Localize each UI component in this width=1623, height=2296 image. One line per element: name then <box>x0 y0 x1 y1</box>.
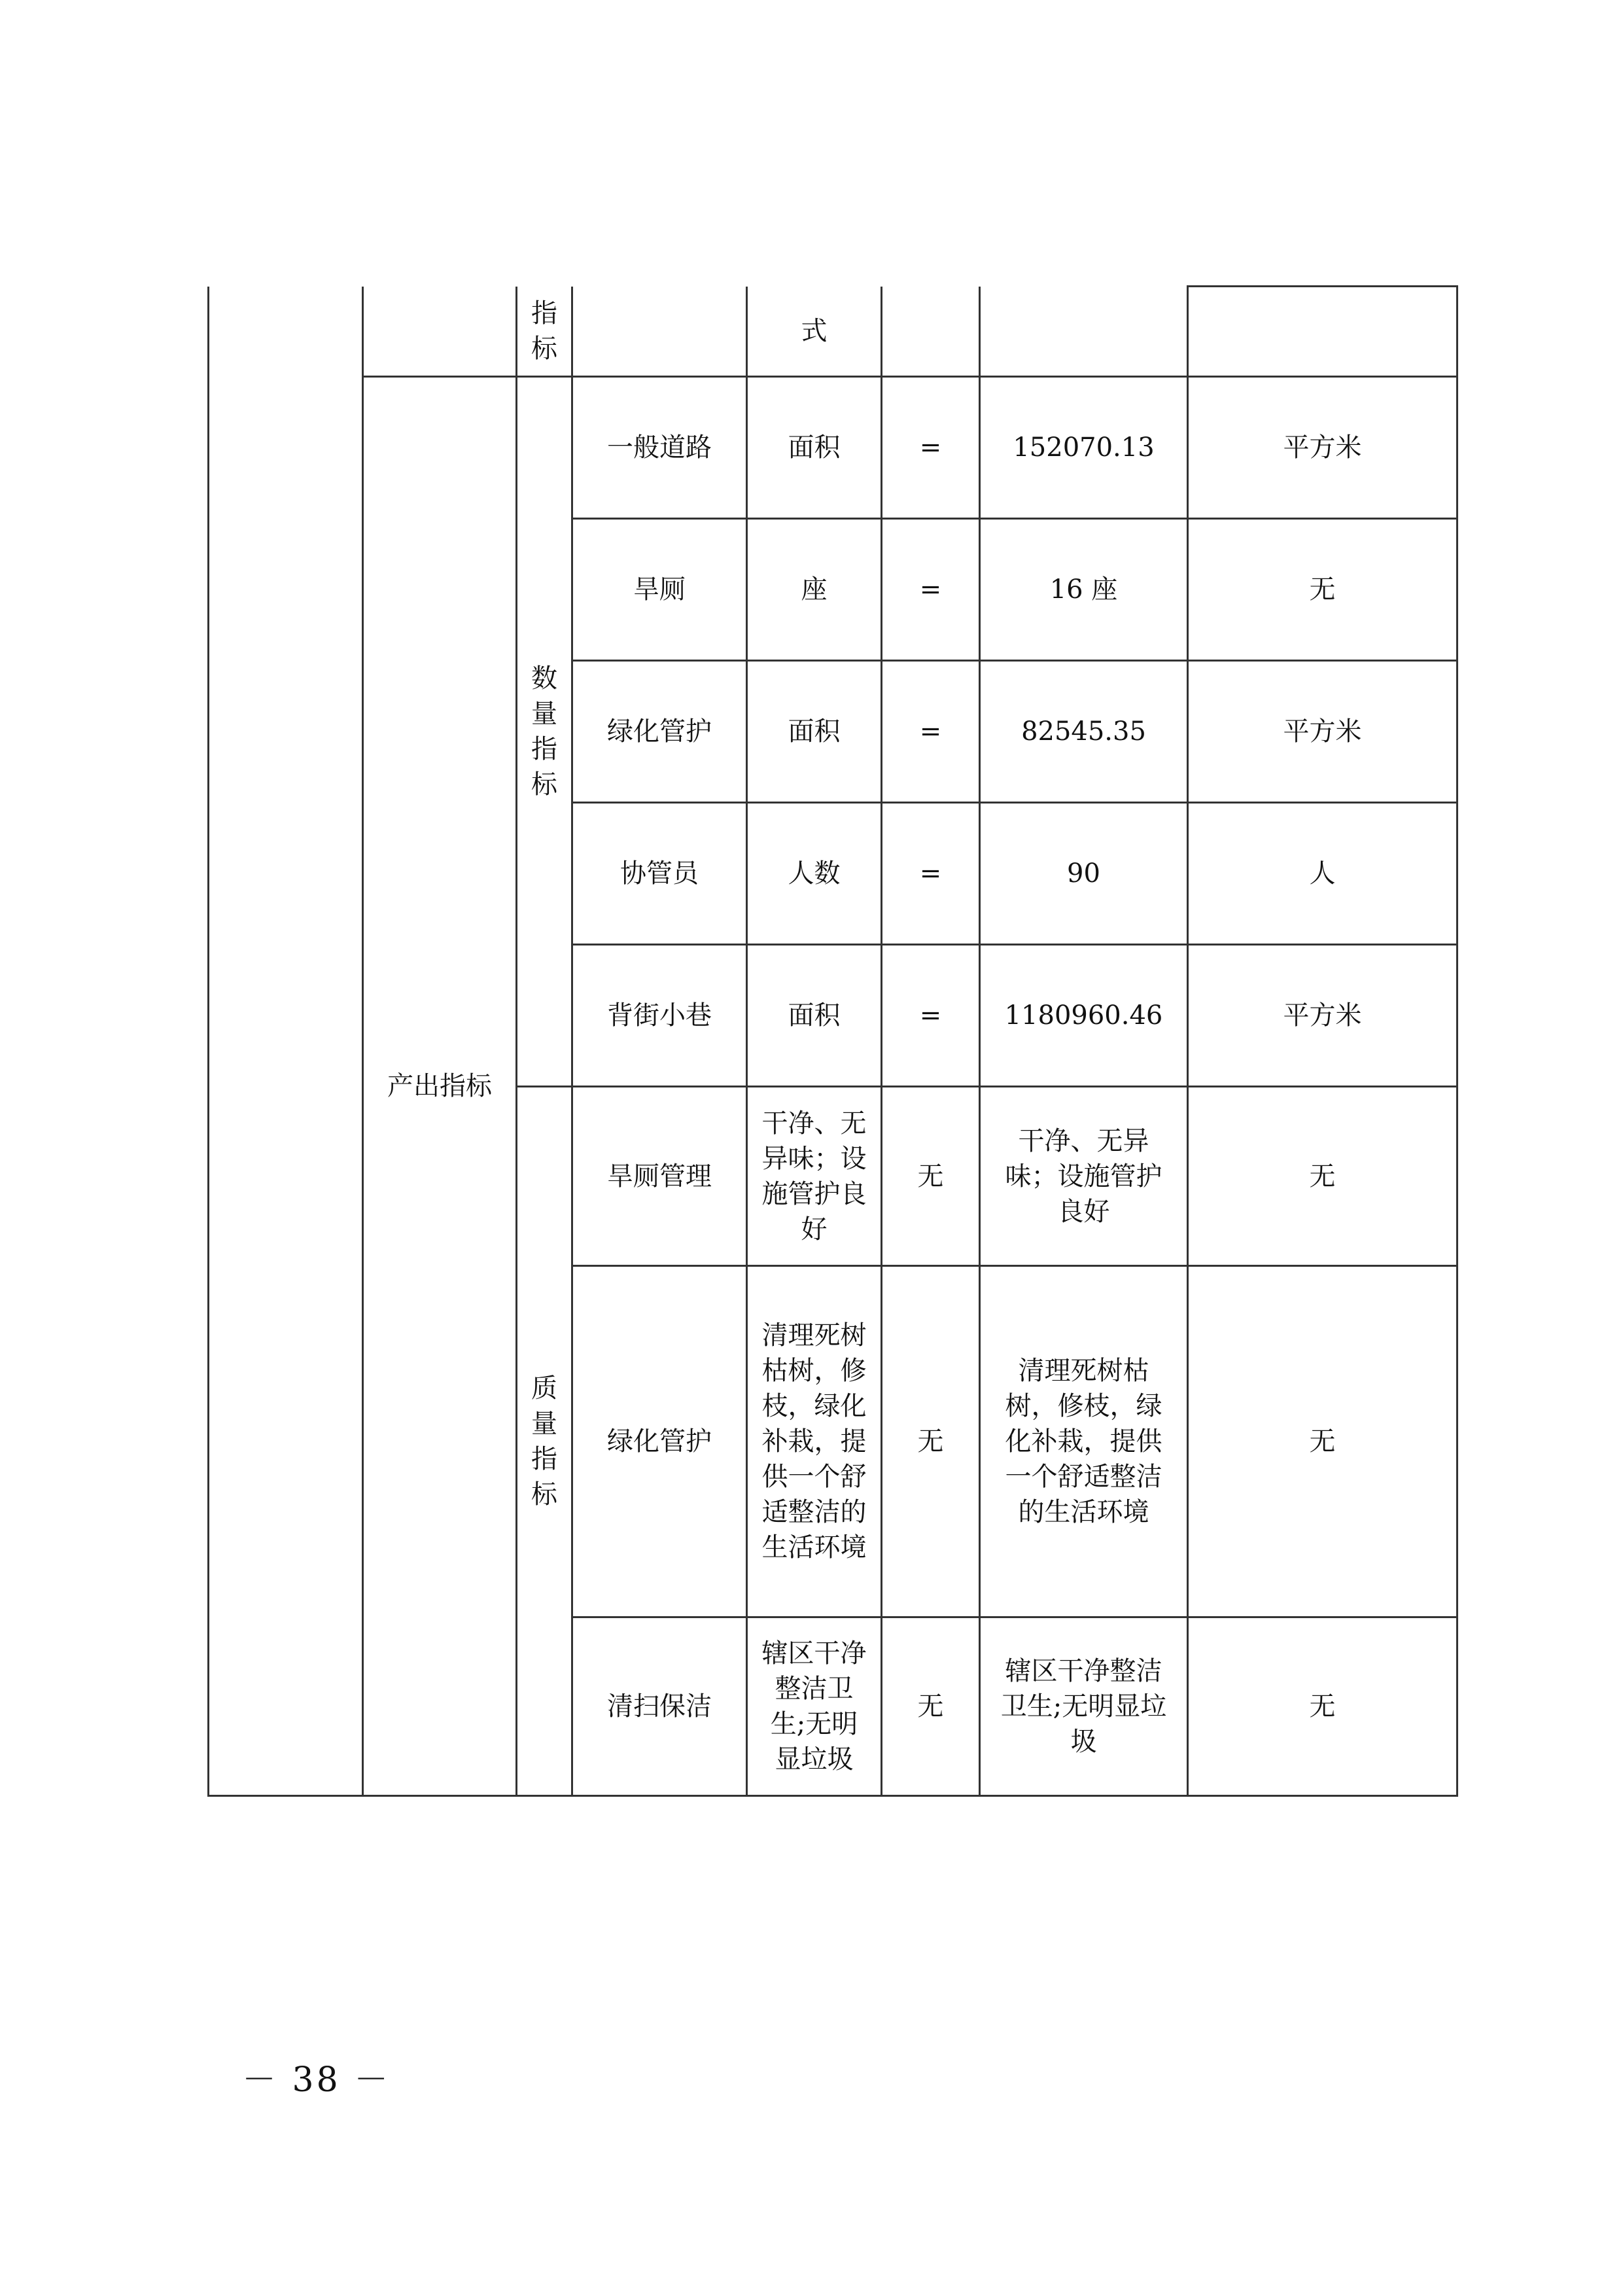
indicator-value: 1180960.46 <box>980 945 1188 1087</box>
indicator-standard: 人数 <box>747 803 882 945</box>
indicator-standard: 面积 <box>747 945 882 1087</box>
indicator-name: 旱厕 <box>572 519 747 661</box>
indicator-standard: 座 <box>747 519 882 661</box>
indicator-unit: 无 <box>1188 1617 1457 1796</box>
level1-cell <box>209 287 363 1796</box>
table-row <box>209 287 1457 377</box>
indicator-value: 16 座 <box>980 519 1188 661</box>
quality-indicator-label: 质量指标 <box>517 1087 572 1796</box>
indicator-operator: 无 <box>882 1617 980 1796</box>
quantity-indicator-label: 数量指标 <box>517 377 572 1087</box>
value-cell <box>980 287 1188 377</box>
indicator-name: 绿化管护 <box>572 1266 747 1617</box>
indicator-operator: 无 <box>882 1266 980 1617</box>
indicator-value: 90 <box>980 803 1188 945</box>
indicator-unit: 无 <box>1188 519 1457 661</box>
indicator-value: 清理死树枯树，修枝，绿化补栽，提供一个舒适整洁的生活环境 <box>980 1266 1188 1617</box>
indicator-name: 清扫保洁 <box>572 1617 747 1796</box>
standard-cell: 式 <box>747 287 882 377</box>
indicator-value: 辖区干净整洁卫生;无明显垃圾 <box>980 1617 1188 1796</box>
indicator-operator: = <box>882 377 980 519</box>
indicator-standard: 清理死树枯树，修枝，绿化补栽，提供一个舒适整洁的生活环境 <box>747 1266 882 1617</box>
indicator-name: 协管员 <box>572 803 747 945</box>
indicator-name-cell <box>572 287 747 377</box>
indicator-operator: 无 <box>882 1087 980 1266</box>
level2-output-cell: 产出指标 <box>363 377 517 1796</box>
indicator-value: 干净、无异味；设施管护良好 <box>980 1087 1188 1266</box>
indicator-name: 绿化管护 <box>572 661 747 803</box>
indicator-name: 旱厕管理 <box>572 1087 747 1266</box>
indicator-unit: 平方米 <box>1188 377 1457 519</box>
indicator-value: 82545.35 <box>980 661 1188 803</box>
unit-cell <box>1188 287 1457 377</box>
indicator-standard: 面积 <box>747 661 882 803</box>
indicator-name: 背街小巷 <box>572 945 747 1087</box>
indicator-unit: 无 <box>1188 1266 1457 1617</box>
indicator-unit: 人 <box>1188 803 1457 945</box>
indicator-operator: = <box>882 519 980 661</box>
indicator-operator: = <box>882 661 980 803</box>
operator-cell <box>882 287 980 377</box>
page-number: － 38 － <box>242 2060 391 2100</box>
indicator-name: 一般道路 <box>572 377 747 519</box>
indicator-standard: 干净、无异味；设施管护良好 <box>747 1087 882 1266</box>
indicator-unit: 平方米 <box>1188 661 1457 803</box>
level3-cell-continued: 指标 <box>517 287 572 377</box>
indicator-value: 152070.13 <box>980 377 1188 519</box>
indicator-unit: 无 <box>1188 1087 1457 1266</box>
performance-indicator-table <box>207 285 1458 1797</box>
indicator-standard: 面积 <box>747 377 882 519</box>
indicator-standard: 辖区干净整洁卫生;无明显垃圾 <box>747 1617 882 1796</box>
table-row <box>209 377 1457 519</box>
level2-cell-continued <box>363 287 517 377</box>
indicator-unit: 平方米 <box>1188 945 1457 1087</box>
indicator-operator: = <box>882 945 980 1087</box>
indicator-operator: = <box>882 803 980 945</box>
